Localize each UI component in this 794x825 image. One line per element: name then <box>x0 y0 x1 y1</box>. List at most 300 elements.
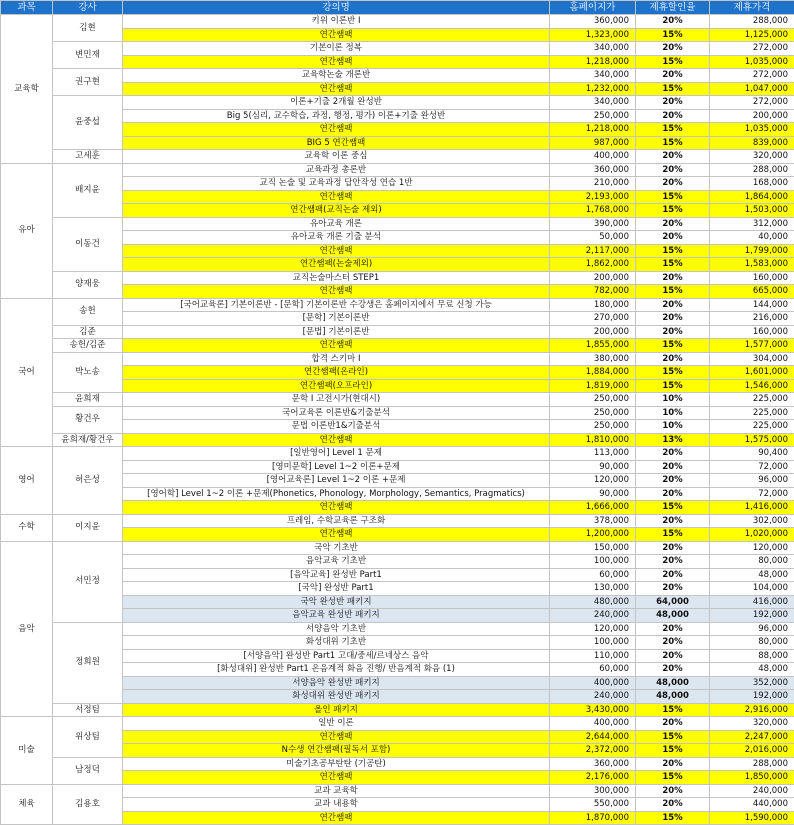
partner-price-cell: 225,000 <box>710 393 794 407</box>
discount-rate-cell: 20% <box>636 649 710 663</box>
course-name-cell: 연간쌤팩 <box>123 28 550 42</box>
discount-rate-cell: 15% <box>636 366 710 380</box>
course-name-cell: 문학 I 고전시가(현대시) <box>123 393 550 407</box>
teacher-cell: 서정팀 <box>53 703 123 717</box>
course-name-cell: 연간쌤팩 <box>123 433 550 447</box>
discount-rate-cell: 20% <box>636 514 710 528</box>
partner-price-cell: 1,125,000 <box>710 28 794 42</box>
homepage-price-cell: 2,372,000 <box>550 744 636 758</box>
homepage-price-cell: 400,000 <box>550 150 636 164</box>
course-name-cell: Big 5(심리, 교수학습, 과정, 행정, 평가) 이론+기출 완성반 <box>123 109 550 123</box>
table-row <box>1 96 794 110</box>
discount-rate-cell: 20% <box>636 271 710 285</box>
partner-price-cell: 272,000 <box>710 42 794 56</box>
discount-rate-cell: 48,000 <box>636 690 710 704</box>
teacher-cell: 위상팀 <box>53 717 123 758</box>
course-name-cell: 키위 이론반 I <box>123 15 550 29</box>
course-name-cell: BIG 5 연간쌤팩 <box>123 136 550 150</box>
homepage-price-cell: 1,218,000 <box>550 123 636 137</box>
partner-price-cell: 225,000 <box>710 406 794 420</box>
homepage-price-cell: 200,000 <box>550 325 636 339</box>
teacher-cell: 이동건 <box>53 217 123 271</box>
discount-rate-cell: 20% <box>636 231 710 245</box>
partner-price-cell: 120,000 <box>710 541 794 555</box>
table-row <box>1 447 794 461</box>
homepage-price-cell: 60,000 <box>550 568 636 582</box>
discount-rate-cell: 15% <box>636 703 710 717</box>
header-discount-rate: 제휴할인율 <box>636 1 710 15</box>
teacher-cell: 양재웅 <box>53 271 123 298</box>
table-row <box>1 15 794 29</box>
partner-price-cell: 48,000 <box>710 663 794 677</box>
homepage-price-cell: 340,000 <box>550 69 636 83</box>
course-name-cell: 서양음악 완성반 패키지 <box>123 676 550 690</box>
homepage-price-cell: 180,000 <box>550 298 636 312</box>
subject-cell: 교육학 <box>1 15 53 164</box>
partner-price-cell: 72,000 <box>710 487 794 501</box>
homepage-price-cell: 250,000 <box>550 420 636 434</box>
partner-price-cell: 1,035,000 <box>710 55 794 69</box>
discount-rate-cell: 20% <box>636 541 710 555</box>
discount-rate-cell: 20% <box>636 784 710 798</box>
table-row <box>1 163 794 177</box>
partner-price-cell: 1,575,000 <box>710 433 794 447</box>
table-body <box>1 15 794 825</box>
discount-rate-cell: 20% <box>636 163 710 177</box>
homepage-price-cell: 113,000 <box>550 447 636 461</box>
course-name-cell: 연간쌤팩 <box>123 123 550 137</box>
partner-price-cell: 1,047,000 <box>710 82 794 96</box>
course-name-cell: 국악 완성반 패키지 <box>123 595 550 609</box>
discount-rate-cell: 20% <box>636 325 710 339</box>
course-name-cell: [국어교육론] 기본이론반 - [문학] 기본이론반 수강생은 홈페이지에서 무료 신청 가능 <box>123 298 550 312</box>
subject-cell: 미술 <box>1 717 53 785</box>
course-name-cell: 교육과정 총론반 <box>123 163 550 177</box>
partner-price-cell: 80,000 <box>710 636 794 650</box>
discount-rate-cell: 10% <box>636 406 710 420</box>
course-name-cell: [문학] 기본이론반 <box>123 312 550 326</box>
discount-rate-cell: 20% <box>636 798 710 812</box>
homepage-price-cell: 378,000 <box>550 514 636 528</box>
homepage-price-cell: 550,000 <box>550 798 636 812</box>
course-name-cell: [영어학] Level 1~2 이론 +문제(Phonetics, Phonology, Morphology, Semantics, Pragmatics) <box>123 487 550 501</box>
course-name-cell: 연간쌤팩 <box>123 730 550 744</box>
course-name-cell: 음악교육 완성반 패키지 <box>123 609 550 623</box>
course-name-cell: 교육학 이론 중심 <box>123 150 550 164</box>
partner-price-cell: 96,000 <box>710 474 794 488</box>
table-row <box>1 406 794 420</box>
discount-rate-cell: 15% <box>636 136 710 150</box>
discount-rate-cell: 20% <box>636 96 710 110</box>
discount-rate-cell: 20% <box>636 177 710 191</box>
partner-price-cell: 1,416,000 <box>710 501 794 515</box>
homepage-price-cell: 250,000 <box>550 393 636 407</box>
course-name-cell: 국어교육론 이론반&기출분석 <box>123 406 550 420</box>
homepage-price-cell: 2,176,000 <box>550 771 636 785</box>
course-name-cell: 연간쌤팩 <box>123 811 550 825</box>
partner-price-cell: 1,583,000 <box>710 258 794 272</box>
teacher-cell: 김용호 <box>53 784 123 825</box>
partner-price-cell: 302,000 <box>710 514 794 528</box>
discount-rate-cell: 64,000 <box>636 595 710 609</box>
homepage-price-cell: 110,000 <box>550 649 636 663</box>
course-name-cell: 연간쌤팩(온라인) <box>123 366 550 380</box>
homepage-price-cell: 100,000 <box>550 555 636 569</box>
homepage-price-cell: 1,884,000 <box>550 366 636 380</box>
homepage-price-cell: 1,218,000 <box>550 55 636 69</box>
table-row <box>1 298 794 312</box>
homepage-price-cell: 240,000 <box>550 690 636 704</box>
course-name-cell: 연간쌤팩 <box>123 771 550 785</box>
homepage-price-cell: 50,000 <box>550 231 636 245</box>
discount-rate-cell: 20% <box>636 109 710 123</box>
discount-rate-cell: 15% <box>636 379 710 393</box>
homepage-price-cell: 2,117,000 <box>550 244 636 258</box>
course-name-cell: 화성대위 완성반 패키지 <box>123 690 550 704</box>
homepage-price-cell: 300,000 <box>550 784 636 798</box>
partner-price-cell: 240,000 <box>710 784 794 798</box>
teacher-cell: 변민재 <box>53 42 123 69</box>
course-name-cell: 음악교육 기초반 <box>123 555 550 569</box>
course-name-cell: 연간쌤팩(논술제외) <box>123 258 550 272</box>
homepage-price-cell: 1,819,000 <box>550 379 636 393</box>
discount-rate-cell: 15% <box>636 82 710 96</box>
homepage-price-cell: 1,323,000 <box>550 28 636 42</box>
course-name-cell: 교직논술마스터 STEP1 <box>123 271 550 285</box>
discount-rate-cell: 20% <box>636 312 710 326</box>
teacher-cell: 박노송 <box>53 352 123 393</box>
partner-price-cell: 200,000 <box>710 109 794 123</box>
table-row <box>1 339 794 353</box>
course-name-cell: 유아교육 개론 <box>123 217 550 231</box>
partner-price-cell: 160,000 <box>710 325 794 339</box>
discount-rate-cell: 20% <box>636 555 710 569</box>
discount-rate-cell: 48,000 <box>636 676 710 690</box>
course-name-cell: 연간쌤팩 <box>123 501 550 515</box>
course-name-cell: [영미문학] Level 1~2 이론+문제 <box>123 460 550 474</box>
partner-price-cell: 320,000 <box>710 150 794 164</box>
partner-price-cell: 839,000 <box>710 136 794 150</box>
table-row <box>1 69 794 83</box>
discount-rate-cell: 20% <box>636 15 710 29</box>
teacher-cell: 고세훈 <box>53 150 123 164</box>
partner-price-cell: 1,035,000 <box>710 123 794 137</box>
homepage-price-cell: 782,000 <box>550 285 636 299</box>
homepage-price-cell: 1,862,000 <box>550 258 636 272</box>
homepage-price-cell: 340,000 <box>550 96 636 110</box>
homepage-price-cell: 1,768,000 <box>550 204 636 218</box>
discount-rate-cell: 20% <box>636 568 710 582</box>
homepage-price-cell: 200,000 <box>550 271 636 285</box>
partner-price-cell: 288,000 <box>710 15 794 29</box>
discount-rate-cell: 20% <box>636 487 710 501</box>
course-name-cell: 유아교육 개론 기출 분석 <box>123 231 550 245</box>
discount-rate-cell: 20% <box>636 352 710 366</box>
partner-price-cell: 40,000 <box>710 231 794 245</box>
course-name-cell: 연간쌤팩 <box>123 285 550 299</box>
homepage-price-cell: 90,000 <box>550 487 636 501</box>
table-row <box>1 514 794 528</box>
course-name-cell: 연간쌤팩(교직논술 제외) <box>123 204 550 218</box>
teacher-cell: 김현 <box>53 15 123 42</box>
course-name-cell: 프레임, 수학교육론 구조화 <box>123 514 550 528</box>
partner-price-cell: 312,000 <box>710 217 794 231</box>
partner-price-cell: 1,020,000 <box>710 528 794 542</box>
discount-rate-cell: 20% <box>636 447 710 461</box>
partner-price-cell: 665,000 <box>710 285 794 299</box>
teacher-cell: 황건우 <box>53 406 123 433</box>
course-name-cell: 연간쌤팩 <box>123 190 550 204</box>
homepage-price-cell: 480,000 <box>550 595 636 609</box>
course-name-cell: 연간쌤팩 <box>123 528 550 542</box>
discount-rate-cell: 20% <box>636 298 710 312</box>
teacher-cell: 윤희재 <box>53 393 123 407</box>
header-course: 강의명 <box>123 1 550 15</box>
teacher-cell: 윤중섭 <box>53 96 123 150</box>
homepage-price-cell: 60,000 <box>550 663 636 677</box>
course-name-cell: 교육학논술 개론반 <box>123 69 550 83</box>
header-partner-price: 제휴가격 <box>710 1 794 15</box>
homepage-price-cell: 390,000 <box>550 217 636 231</box>
partner-price-cell: 288,000 <box>710 163 794 177</box>
course-name-cell: [영어교육론] Level 1~2 이론 +문제 <box>123 474 550 488</box>
homepage-price-cell: 400,000 <box>550 717 636 731</box>
partner-price-cell: 216,000 <box>710 312 794 326</box>
discount-rate-cell: 15% <box>636 123 710 137</box>
partner-price-cell: 288,000 <box>710 757 794 771</box>
partner-price-cell: 272,000 <box>710 69 794 83</box>
partner-price-cell: 48,000 <box>710 568 794 582</box>
homepage-price-cell: 360,000 <box>550 757 636 771</box>
discount-rate-cell: 15% <box>636 811 710 825</box>
discount-rate-cell: 20% <box>636 69 710 83</box>
table-row <box>1 784 794 798</box>
partner-price-cell: 1,864,000 <box>710 190 794 204</box>
table-row <box>1 541 794 555</box>
partner-price-cell: 160,000 <box>710 271 794 285</box>
discount-rate-cell: 20% <box>636 42 710 56</box>
subject-cell: 국어 <box>1 298 53 447</box>
discount-rate-cell: 13% <box>636 433 710 447</box>
discount-rate-cell: 20% <box>636 663 710 677</box>
course-name-cell: 교과 내용학 <box>123 798 550 812</box>
partner-price-cell: 88,000 <box>710 649 794 663</box>
homepage-price-cell: 120,000 <box>550 474 636 488</box>
table-row <box>1 325 794 339</box>
partner-price-cell: 1,799,000 <box>710 244 794 258</box>
course-name-cell: 기본이론 정복 <box>123 42 550 56</box>
course-name-cell: 교과 교육학 <box>123 784 550 798</box>
subject-cell: 수학 <box>1 514 53 541</box>
teacher-cell: 권구현 <box>53 69 123 96</box>
partner-price-cell: 320,000 <box>710 717 794 731</box>
course-name-cell: [음악교육] 완성반 Part1 <box>123 568 550 582</box>
table-row <box>1 757 794 771</box>
partner-price-cell: 416,000 <box>710 595 794 609</box>
teacher-cell: 이지윤 <box>53 514 123 541</box>
discount-rate-cell: 20% <box>636 757 710 771</box>
homepage-price-cell: 130,000 <box>550 582 636 596</box>
subject-cell: 체육 <box>1 784 53 825</box>
homepage-price-cell: 1,855,000 <box>550 339 636 353</box>
subject-cell: 유아 <box>1 163 53 298</box>
discount-rate-cell: 15% <box>636 771 710 785</box>
partner-price-cell: 2,247,000 <box>710 730 794 744</box>
partner-price-cell: 72,000 <box>710 460 794 474</box>
table-row <box>1 42 794 56</box>
homepage-price-cell: 90,000 <box>550 460 636 474</box>
homepage-price-cell: 1,200,000 <box>550 528 636 542</box>
discount-rate-cell: 20% <box>636 717 710 731</box>
discount-rate-cell: 15% <box>636 730 710 744</box>
partner-price-cell: 192,000 <box>710 690 794 704</box>
course-name-cell: 서양음악 기초반 <box>123 622 550 636</box>
teacher-cell: 송헌 <box>53 298 123 325</box>
homepage-price-cell: 210,000 <box>550 177 636 191</box>
teacher-cell: 김준 <box>53 325 123 339</box>
header-subject: 과목 <box>1 1 53 15</box>
partner-price-cell: 225,000 <box>710 420 794 434</box>
partner-price-cell: 144,000 <box>710 298 794 312</box>
teacher-cell: 송헌/김준 <box>53 339 123 353</box>
partner-price-cell: 90,400 <box>710 447 794 461</box>
homepage-price-cell: 120,000 <box>550 622 636 636</box>
discount-rate-cell: 15% <box>636 244 710 258</box>
partner-price-cell: 168,000 <box>710 177 794 191</box>
discount-rate-cell: 15% <box>636 744 710 758</box>
discount-rate-cell: 15% <box>636 258 710 272</box>
teacher-cell: 정희원 <box>53 622 123 703</box>
partner-price-cell: 1,590,000 <box>710 811 794 825</box>
discount-rate-cell: 10% <box>636 420 710 434</box>
discount-rate-cell: 15% <box>636 55 710 69</box>
homepage-price-cell: 360,000 <box>550 163 636 177</box>
table-row <box>1 622 794 636</box>
partner-price-cell: 1,546,000 <box>710 379 794 393</box>
table-row <box>1 717 794 731</box>
partner-price-cell: 80,000 <box>710 555 794 569</box>
homepage-price-cell: 987,000 <box>550 136 636 150</box>
homepage-price-cell: 250,000 <box>550 109 636 123</box>
homepage-price-cell: 1,232,000 <box>550 82 636 96</box>
partner-price-cell: 2,916,000 <box>710 703 794 717</box>
discount-rate-cell: 15% <box>636 339 710 353</box>
course-name-cell: 미술기초공부탄탄 (기공탄) <box>123 757 550 771</box>
partner-price-cell: 104,000 <box>710 582 794 596</box>
table-row <box>1 150 794 164</box>
course-name-cell: 연간쌤팩 <box>123 244 550 258</box>
discount-rate-cell: 48,000 <box>636 609 710 623</box>
discount-rate-cell: 15% <box>636 285 710 299</box>
course-name-cell: [문법] 기본이론반 <box>123 325 550 339</box>
discount-rate-cell: 20% <box>636 150 710 164</box>
course-name-cell: [일반영어] Level 1 문제 <box>123 447 550 461</box>
course-name-cell: 국악 기초반 <box>123 541 550 555</box>
subject-cell: 영어 <box>1 447 53 515</box>
homepage-price-cell: 1,666,000 <box>550 501 636 515</box>
partner-price-cell: 1,601,000 <box>710 366 794 380</box>
course-name-cell: 이론+기출 2개월 완성반 <box>123 96 550 110</box>
partner-price-cell: 1,850,000 <box>710 771 794 785</box>
discount-rate-cell: 20% <box>636 474 710 488</box>
table-row <box>1 703 794 717</box>
homepage-price-cell: 250,000 <box>550 406 636 420</box>
partner-price-cell: 440,000 <box>710 798 794 812</box>
teacher-cell: 남정덕 <box>53 757 123 784</box>
course-name-cell: 문법 이론반1&기출분석 <box>123 420 550 434</box>
table-row <box>1 393 794 407</box>
partner-price-cell: 96,000 <box>710 622 794 636</box>
table-row <box>1 352 794 366</box>
discount-rate-cell: 15% <box>636 528 710 542</box>
course-name-cell: [국악] 완성반 Part1 <box>123 582 550 596</box>
partner-price-cell: 2,016,000 <box>710 744 794 758</box>
partner-price-cell: 304,000 <box>710 352 794 366</box>
homepage-price-cell: 270,000 <box>550 312 636 326</box>
homepage-price-cell: 1,810,000 <box>550 433 636 447</box>
course-name-cell: 연간쌤팩 <box>123 55 550 69</box>
homepage-price-cell: 2,193,000 <box>550 190 636 204</box>
homepage-price-cell: 3,430,000 <box>550 703 636 717</box>
course-name-cell: [화성대위] 완성반 Part1 온음계적 화음 진행/ 반음계적 화음 (1) <box>123 663 550 677</box>
course-name-cell: 연간쌤팩 <box>123 339 550 353</box>
homepage-price-cell: 360,000 <box>550 15 636 29</box>
discount-rate-cell: 20% <box>636 622 710 636</box>
homepage-price-cell: 400,000 <box>550 676 636 690</box>
discount-rate-cell: 15% <box>636 204 710 218</box>
partner-price-cell: 272,000 <box>710 96 794 110</box>
course-name-cell: 일반 이론 <box>123 717 550 731</box>
homepage-price-cell: 150,000 <box>550 541 636 555</box>
course-name-cell: 연간쌤팩(오프라인) <box>123 379 550 393</box>
discount-rate-cell: 15% <box>636 190 710 204</box>
table-row <box>1 271 794 285</box>
course-name-cell: 연간쌤팩 <box>123 82 550 96</box>
homepage-price-cell: 240,000 <box>550 609 636 623</box>
header-row <box>1 1 794 15</box>
partner-price-cell: 1,577,000 <box>710 339 794 353</box>
partner-price-cell: 192,000 <box>710 609 794 623</box>
discount-rate-cell: 10% <box>636 393 710 407</box>
teacher-cell: 윤희재/황건우 <box>53 433 123 447</box>
partner-price-cell: 352,000 <box>710 676 794 690</box>
table-row <box>1 433 794 447</box>
discount-rate-cell: 20% <box>636 460 710 474</box>
teacher-cell: 허은성 <box>53 447 123 515</box>
homepage-price-cell: 340,000 <box>550 42 636 56</box>
discount-rate-cell: 20% <box>636 582 710 596</box>
teacher-cell: 배지윤 <box>53 163 123 217</box>
discount-rate-cell: 15% <box>636 28 710 42</box>
homepage-price-cell: 2,644,000 <box>550 730 636 744</box>
subject-cell: 음악 <box>1 541 53 717</box>
course-name-cell: 올인 패키지 <box>123 703 550 717</box>
course-name-cell: N수생 연간쌤팩(필독서 포함) <box>123 744 550 758</box>
partner-price-cell: 1,503,000 <box>710 204 794 218</box>
discount-rate-cell: 20% <box>636 636 710 650</box>
course-name-cell: 교직 논술 및 교육과정 답안작성 연습 1반 <box>123 177 550 191</box>
homepage-price-cell: 380,000 <box>550 352 636 366</box>
course-name-cell: 화성대위 기초반 <box>123 636 550 650</box>
course-name-cell: 합격 스키마 I <box>123 352 550 366</box>
table-row <box>1 217 794 231</box>
teacher-cell: 서민정 <box>53 541 123 622</box>
header-teacher: 강사 <box>53 1 123 15</box>
homepage-price-cell: 1,870,000 <box>550 811 636 825</box>
discount-rate-cell: 15% <box>636 501 710 515</box>
course-name-cell: [서양음악] 완성반 Part1 고대/중세/르네상스 음악 <box>123 649 550 663</box>
discount-rate-cell: 20% <box>636 217 710 231</box>
